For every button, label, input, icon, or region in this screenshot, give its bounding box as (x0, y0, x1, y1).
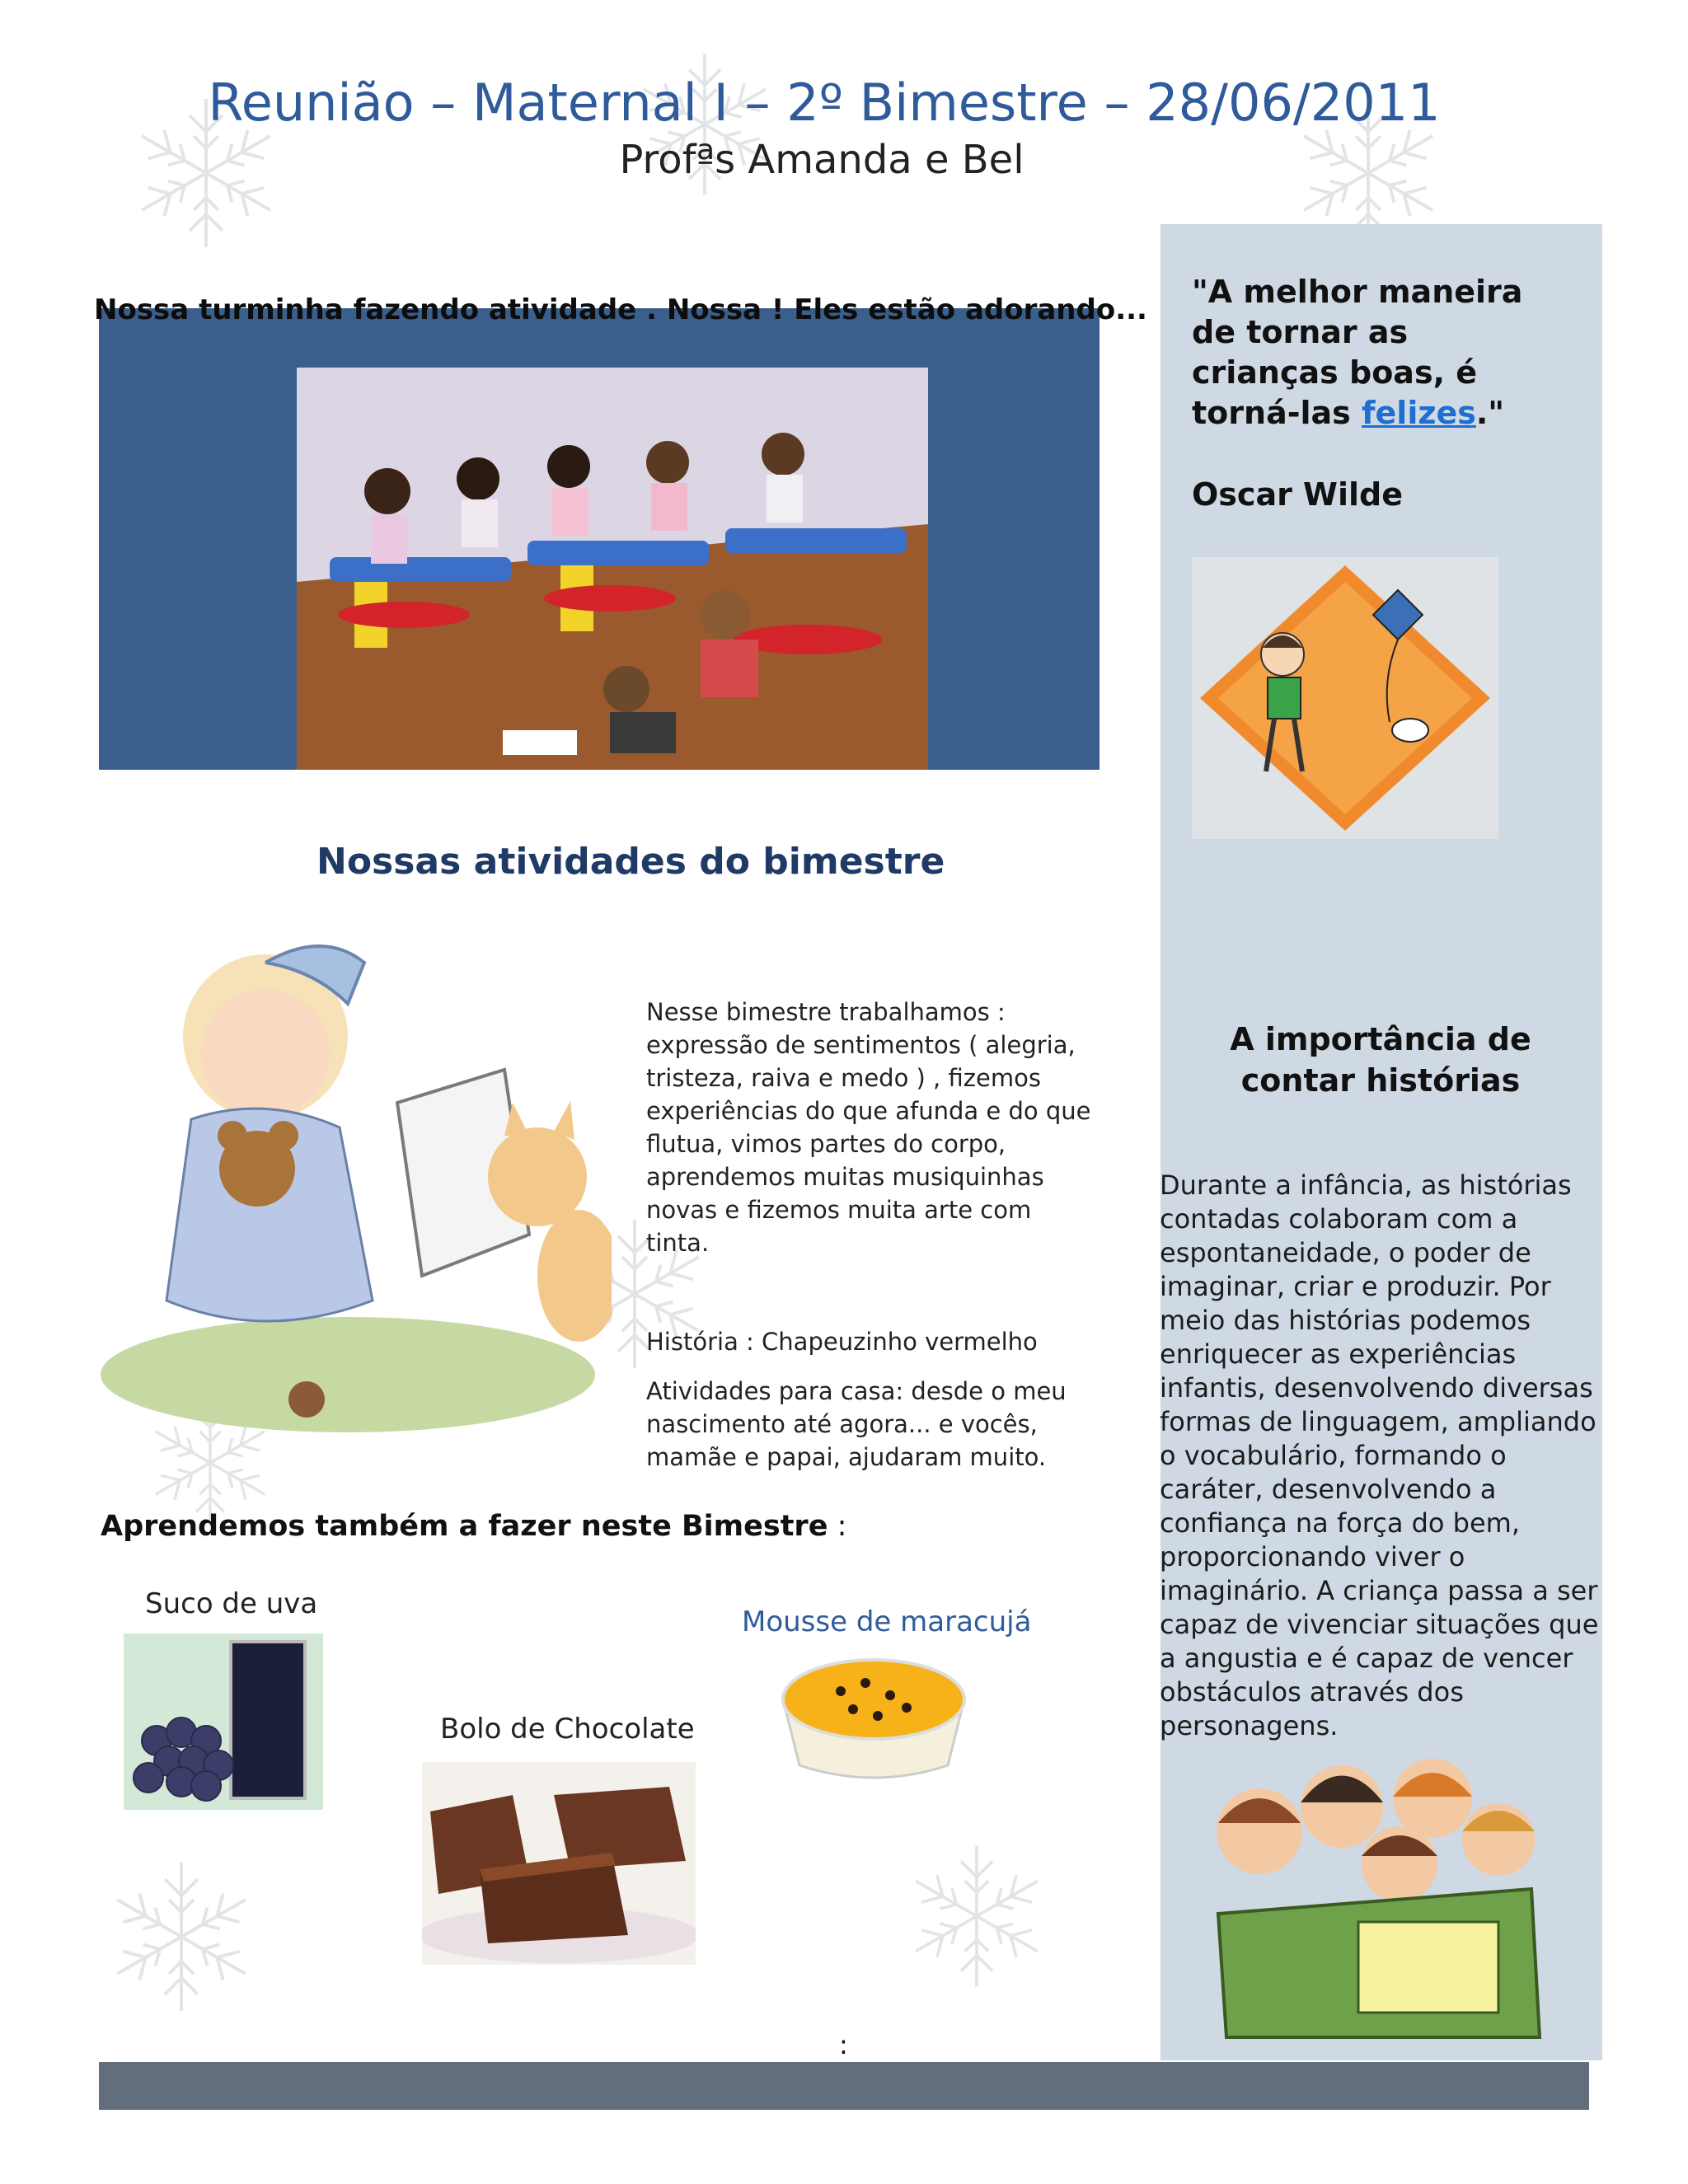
activities-heading: Nossas atividades do bimestre (316, 841, 945, 883)
quote-end: ." (1475, 395, 1505, 431)
sidebar-heading: A importância de contar histórias (1230, 1021, 1531, 1099)
quote-author: Oscar Wilde (1192, 476, 1403, 513)
homework-line: Atividades para casa: desde o meu nascimento até agora... e vocês, mamãe e papai, ajudaram muito. (646, 1377, 1067, 1471)
learned-heading (101, 1510, 846, 1543)
sidebar-text: Durante a infância, as histórias contadas colaboram com a espontaneidade, o poder de imaginar, criar e produzir. Por meio das histórias podemos enriquecer as experiências infantis, desenvolvendo diversas formas de linguagem, ampliando o vocabulário, formando o caráter, desenvolvendo a confiança na força do bem, proporcionando viver o imaginário. A criança passa a ser capaz de vivenciar situações que a angustia e é capaz de vencer obstáculos através dos personagens. (1160, 1169, 1599, 1741)
snowflake-icon (898, 1838, 1055, 1994)
sidebar-quote (1192, 272, 1538, 515)
story-line: História : Chapeuzinho vermelho (646, 1328, 1038, 1356)
footer-mark: : (839, 2029, 848, 2060)
children-reading-image (1185, 1741, 1558, 2047)
snowflake-icon (99, 1854, 264, 2019)
activities-paragraph: Nesse bimestre trabalhamos : expressão de sentimentos ( alegria, tristeza, raiva e medo ) , fizemos experiências do que afunda e do que flutua, vimos partes do corpo, aprendemos muitas musiquinhas novas e fizemos muita arte com tinta. (646, 998, 1091, 1257)
classroom-photo (297, 368, 928, 770)
food-label-chocolate-cake: Bolo de Chocolate (440, 1713, 695, 1746)
passion-fruit-mousse-image (775, 1650, 973, 1788)
food-label-passion-fruit-mousse: Mousse de maracujá (742, 1605, 1032, 1638)
kite-painting-image (1192, 557, 1498, 839)
quote-link[interactable]: felizes (1362, 395, 1476, 431)
food-label-grape-juice: Suco de uva (145, 1587, 318, 1620)
photo-caption: Nossa turminha fazendo atividade . Nossa ! Eles estão adorando... (94, 293, 1147, 326)
footer-bar (99, 2062, 1589, 2110)
learned-heading-text: Aprendemos também a fazer neste Bimestre (101, 1510, 828, 1543)
quote-text: "A melhor maneira de tornar as crianças boas, é torná-las (1192, 274, 1523, 431)
learned-heading-suffix: : (828, 1510, 847, 1543)
page-title: Reunião – Maternal I – 2º Bimestre – 28/06/2011 (208, 73, 1441, 133)
chocolate-cake-image (422, 1762, 696, 1965)
page-subtitle: Profªs Amanda e Bel (619, 137, 1025, 183)
girl-with-kitten-image (101, 913, 612, 1441)
grape-juice-image (124, 1633, 323, 1810)
